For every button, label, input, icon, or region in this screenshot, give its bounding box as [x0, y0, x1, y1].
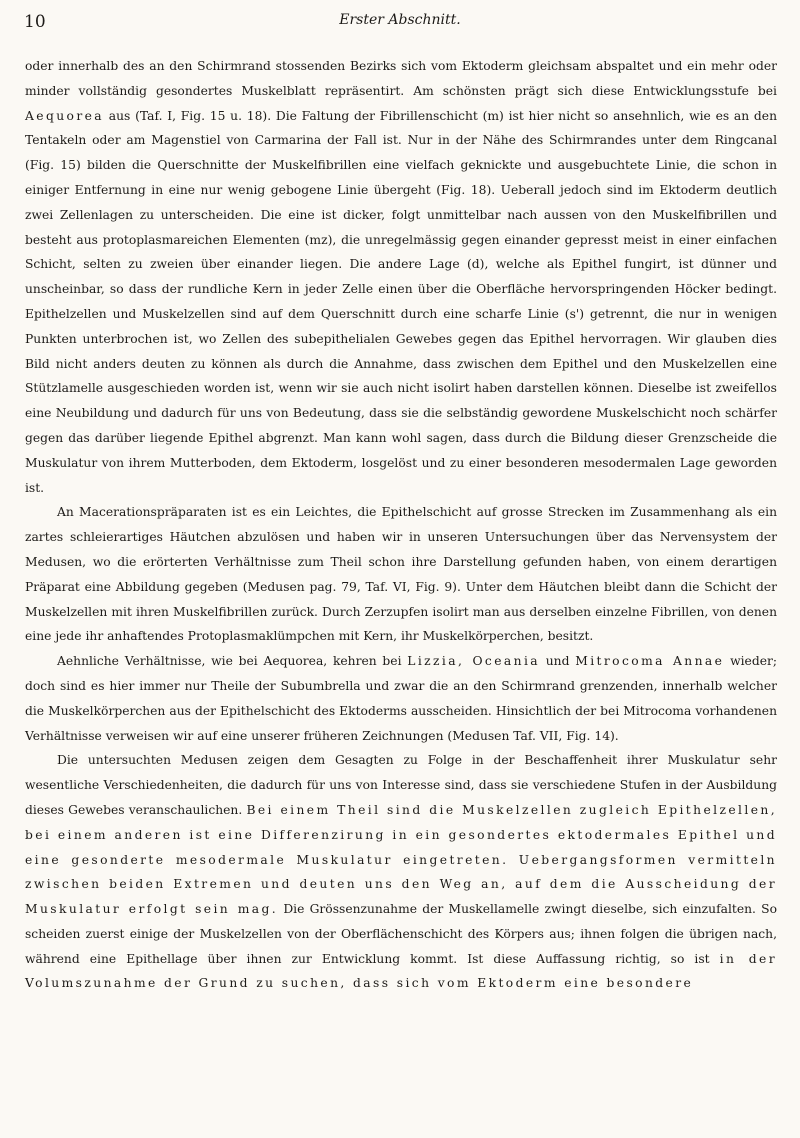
paragraph: [25, 748, 777, 996]
text-run: Die Grössenzunahme der Muskellamelle zwingt dieselbe, sich einzufalten. So scheiden zuerst einige der Muskelzellen von der Oberflächenschicht des Körpers aus; ihnen folgen die übrigen nach, während eine Epithellage über ihnen zur Entwicklung kommt. Ist diese Auffassung richtig, so ist: [25, 902, 777, 966]
genus-name: Aequorea: [25, 108, 105, 123]
genus-name: Lizzia, Oceania: [407, 654, 541, 669]
species-name: Mitrocoma Annae: [575, 654, 725, 669]
text-run: wieder; doch sind es hier immer nur Theile der Subumbrella und zwar die an den Schirmrand grenzenden, innerhalb welcher die Muskelkörperchen aus der Epithelschicht des Ektoderms ausscheiden. Hinsichtlich der bei Mitrocoma vorhandenen Verhältnisse verweisen wir auf eine unserer früheren Zeichnungen (Medusen Taf. VII, Fig. 14).: [25, 654, 777, 743]
running-head: Erster Abschnitt.: [339, 12, 461, 28]
paragraph: [25, 54, 777, 500]
page-header: [0, 10, 800, 40]
body-text: [25, 54, 777, 996]
text-run: An Macerationspräparaten ist es ein Leichtes, die Epithelschicht auf grosse Strecken im Zusammenhang als ein zartes schleierartiges Häutchen abzulösen und haben wir in unseren Untersuchungen über das Nervensystem der Medusen, wo die erörterten Verhältnisse zum Theil schon ihre Darstellung gefunden haben, von einem derartigen Präparat eine Abbildung gegeben (Medusen pag. 79, Taf. VI, Fig. 9). Unter dem Häutchen bleibt dann die Schicht der Muskelzellen mit ihren Muskelfibrillen zurück. Durch Zerzupfen isolirt man aus derselben einzelne Fibrillen, von denen eine jede ihr anhaftendes Protoplasmaklümpchen mit Kern, ihr Muskelkörperchen, besitzt.: [25, 505, 777, 644]
paragraph: [25, 500, 777, 649]
text-run: oder innerhalb des an den Schirmrand stossenden Bezirks sich vom Ektoderm gleichsam abspaltet und ein mehr oder minder vollständig gesondertes Muskelblatt repräsentirt. Am schönsten prägt sich diese Entwicklungsstufe bei: [25, 59, 777, 98]
text-run: und: [540, 654, 576, 669]
emphasized-text: in der Volumszunahme der Grund zu suchen, dass sich vom Ektoderm eine besondere: [25, 951, 777, 991]
text-run: Die untersuchten Medusen zeigen dem Gesagten zu Folge in der Beschaffenheit ihrer Muskulatur sehr wesentliche Verschiedenheiten, die dadurch für uns von Interesse sind, dass sie verschiedene Stufen in der Ausbildung dieses Gewebes veranschaulichen.: [25, 753, 777, 817]
text-run: aus (Taf. I, Fig. 15 u. 18). Die Faltung der Fibrillenschicht (m) ist hier nicht so ansehnlich, wie es an den Tentakeln oder am Magenstiel von Carmarina der Fall ist. Nur in der Nähe des Schirmrandes unter dem Ringcanal (Fig. 15) bilden die Querschnitte der Muskelfibrillen eine vielfach geknickte und ausgebuchtete Linie, die schon in einiger Entfernung in eine nur wenig gebogene Linie übergeht (Fig. 18). Ueberall jedoch sind im Ektoderm deutlich zwei Zellenlagen zu unterscheiden. Die eine ist dicker, folgt unmittelbar nach aussen von den Muskelfibrillen und besteht aus protoplasmareichen Elementen (mz), die unregelmässig gegen einander gepresst meist in einer einfachen Schicht, selten zu zweien über einander liegen. Die andere Lage (d), welche als Epithel fungirt, ist dünner und unscheinbar, so dass der rundliche Kern in jeder Zelle einen über die Oberfläche hervorspringenden Höcker bedingt. Epithelzellen und Muskelzellen sind auf dem Querschnitt durch eine scharfe Linie (s') getrennt, die nur in wenigen Punkten unterbrochen ist, wo Zellen des subepithelialen Gewebes gegen das Epithel hervorragen. Wir glauben dies Bild nicht anders deuten zu können als durch die Annahme, dass zwischen dem Epithel und den Muskelzellen eine Stützlamelle ausgeschieden worden ist, wenn wir sie auch nicht isolirt haben darstellen können. Dieselbe ist zweifellos eine Neubildung und dadurch für uns von Bedeutung, dass sie die selbständig gewordene Muskelschicht noch schärfer gegen das darüber liegende Epithel abgrenzt. Man kann wohl sagen, dass durch die Bildung dieser Grenzscheide die Muskulatur von ihrem Mutterboden, dem Ektoderm, losgelöst und zu einer besonderen mesodermalen Lage geworden ist.: [25, 108, 777, 495]
page-number: 10: [24, 12, 46, 32]
emphasized-text: Bei einem Theil sind die Muskelzellen zugleich Epithelzellen, bei einem anderen ist eine Differenzirung in ein gesondertes ektodermales Epithel und eine gesonderte mesodermale Muskulatur eingetreten. Uebergangsformen vermitteln zwischen beiden Extremen und deuten uns den Weg an, auf dem die Ausscheidung der Muskulatur erfolgt sein mag.: [25, 802, 777, 917]
text-run: Aehnliche Verhältnisse, wie bei Aequorea, kehren bei: [57, 654, 408, 669]
paragraph: [25, 649, 777, 748]
